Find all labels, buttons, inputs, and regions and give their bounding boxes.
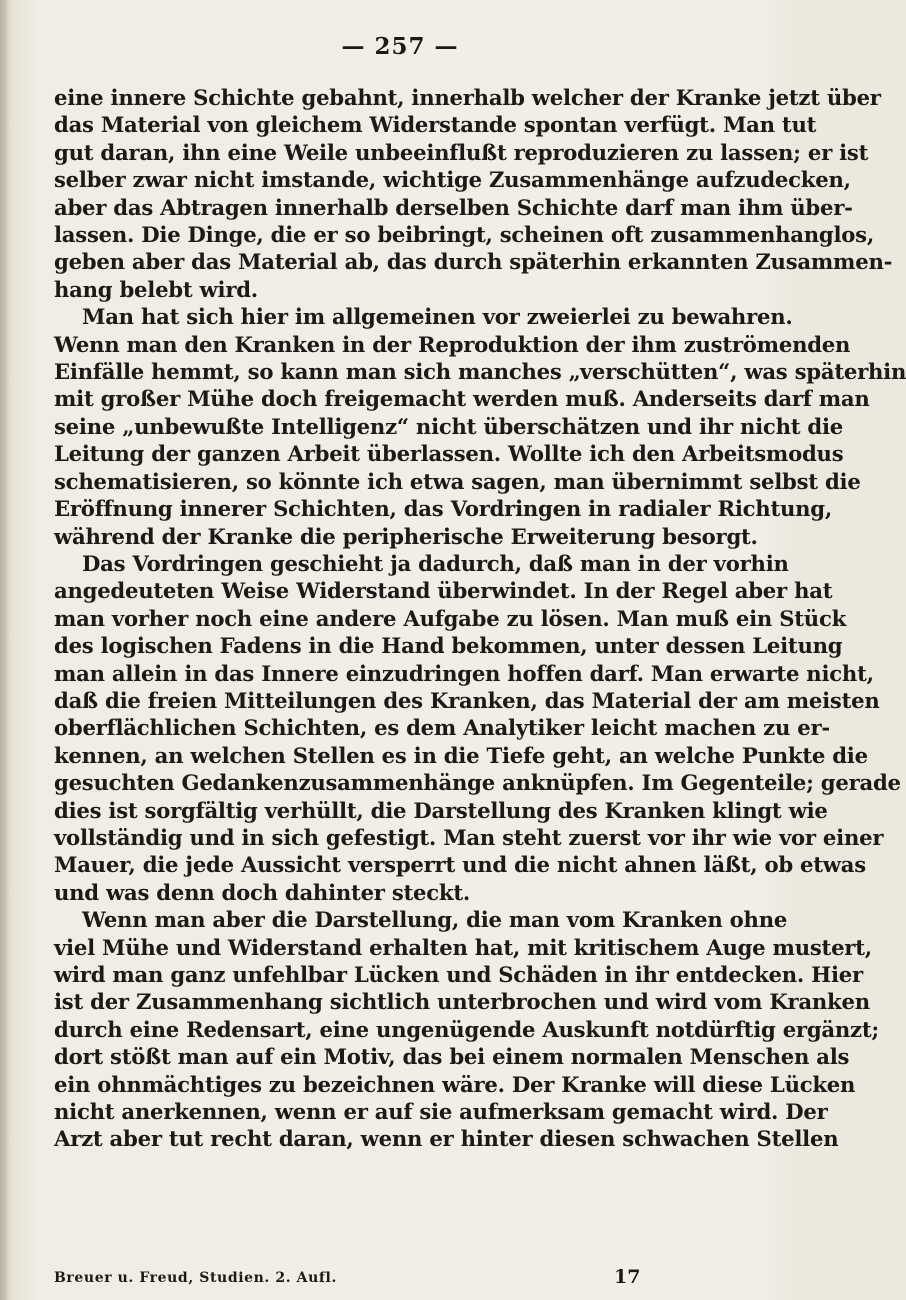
paragraph [54,84,893,303]
text-line: Arzt aber tut recht daran, wenn er hinter diesen schwachen Stellen [54,1126,839,1152]
signature-mark: 17 [614,1266,641,1288]
paragraph [54,303,906,550]
text-line: Wenn man den Kranken in der Reproduktion der ihm zuströmenden [54,331,851,357]
text-line: Einfälle hemmt, so kann man sich manches „verschütten“, was späterhin [54,359,906,385]
page-number: — 257 — [341,33,459,60]
text-line: mit großer Mühe doch freigemacht werden muß. Anderseits darf man [54,386,870,412]
text-line: ist der Zusammenhang sichtlich unterbrochen und wird vom Kranken [54,989,870,1015]
text-line: nicht anerkennen, wenn er auf sie aufmerksam gemacht wird. Der [54,1099,828,1125]
text-line: man vorher noch eine andere Aufgabe zu lösen. Man muß ein Stück [54,605,847,631]
text-line: Das Vordringen geschieht ja dadurch, daß man in der vorhin [82,550,789,576]
text-line: Man hat sich hier im allgemeinen vor zweierlei zu bewahren. [82,304,793,330]
text-line: daß die freien Mitteilungen des Kranken, das Material der am meisten [54,687,880,713]
binding-shadow [0,0,10,1300]
text-line: selber zwar nicht imstande, wichtige Zusammenhänge aufzudecken, [54,167,851,193]
text-line: gesuchten Gedankenzusammenhänge anknüpfen. Im Gegenteile; gerade [54,770,901,796]
text-line: seine „unbewußte Intelligenz“ nicht überschätzen und ihr nicht die [54,413,843,439]
text-line: Mauer, die jede Aussicht versperrt und die nicht ahnen läßt, ob etwas [54,852,866,878]
text-line: geben aber das Material ab, das durch späterhin erkannten Zusammen- [54,249,893,275]
text-line: wird man ganz unfehlbar Lücken und Schäden in ihr entdecken. Hier [54,962,863,987]
text-line: lassen. Die Dinge, die er so beibringt, scheinen oft zusammenhanglos, [54,222,874,248]
text-line: des logischen Fadens in die Hand bekommen, unter dessen Leitung [54,633,843,659]
paragraph [54,550,901,906]
body-text [54,84,906,1153]
text-line: vollständig und in sich gefestigt. Man steht zuerst vor ihr wie vor einer [54,824,884,850]
text-line: durch eine Redensart, eine ungenügende Auskunft notdürftig ergänzt; [54,1016,879,1042]
text-line: Leitung der ganzen Arbeit überlassen. Wollte ich den Arbeitsmodus [54,441,844,467]
text-line: schematisieren, so könnte ich etwa sagen, man übernimmt selbst die [54,468,861,494]
text-line: angedeuteten Weise Widerstand überwindet. In der Regel aber hat [54,578,833,604]
footer-source: Breuer u. Freud, Studien. 2. Aufl. [54,1270,337,1286]
text-line: ein ohnmächtiges zu bezeichnen wäre. Der Kranke will diese Lücken [54,1071,856,1097]
text-line: gut daran, ihn eine Weile unbeeinflußt reproduzieren zu lassen; er ist [54,139,869,165]
text-line: dies ist sorgfältig verhüllt, die Darstellung des Kranken klingt wie [54,797,828,823]
text-line: während der Kranke die peripherische Erweiterung besorgt. [54,523,758,549]
text-line: eine innere Schichte gebahnt, innerhalb welcher der Kranke jetzt über [54,85,881,110]
text-line: hang belebt wird. [54,276,258,302]
text-line: dort stößt man auf ein Motiv, das bei einem normalen Menschen als [54,1044,850,1070]
text-line: aber das Abtragen innerhalb derselben Schichte darf man ihm über- [54,194,853,220]
text-line: viel Mühe und Widerstand erhalten hat, mit kritischem Auge mustert, [54,934,872,960]
text-line: Eröffnung innerer Schichten, das Vordringen in radialer Richtung, [54,496,833,522]
text-line: oberflächlichen Schichten, es dem Analytiker leicht machen zu er- [54,715,830,741]
text-line: das Material von gleichem Widerstande spontan verfügt. Man tut [54,112,817,138]
text-line: kennen, an welchen Stellen es in die Tiefe geht, an welche Punkte die [54,742,868,768]
text-line: und was denn doch dahinter steckt. [54,879,471,905]
paragraph [54,906,879,1153]
text-line: Wenn man aber die Darstellung, die man vom Kranken ohne [82,907,788,933]
text-line: man allein in das Innere einzudringen hoffen darf. Man erwarte nicht, [54,660,874,686]
